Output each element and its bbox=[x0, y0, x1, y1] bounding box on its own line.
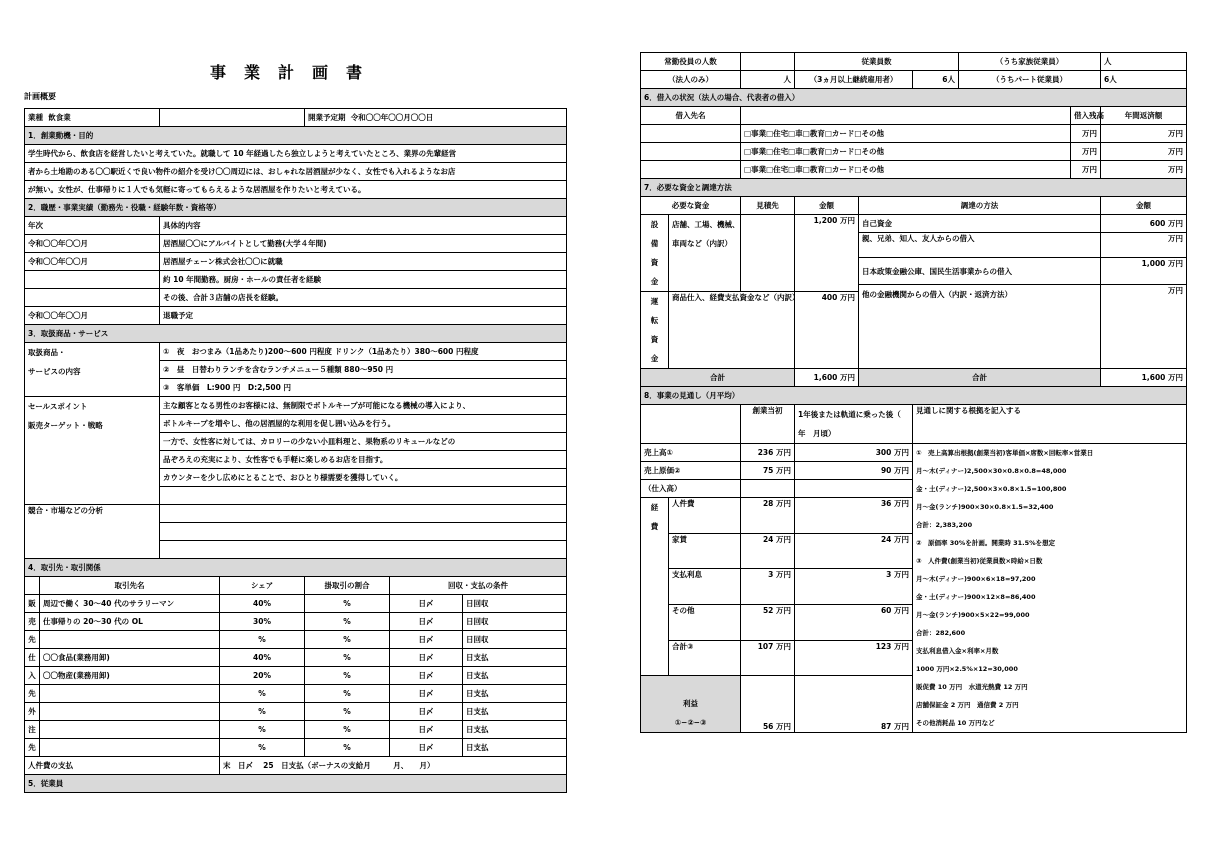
trade-header-name: 取引先名 bbox=[40, 577, 220, 595]
trade-share: % bbox=[220, 703, 305, 721]
career-year bbox=[25, 289, 160, 307]
loan-balance: 万円 bbox=[1071, 125, 1101, 143]
product-line: ① 夜 おつまみ（1品あたり)200～600 円程度 ドリンク（1品あたり）380～600 円程度 bbox=[160, 343, 567, 361]
basis-line: 支払利息借入金×利率×月数 bbox=[916, 647, 999, 655]
motive-line-3: が無い。女性が、仕事帰りに１人でも気軽に寄ってもらえるような居酒屋を作りたいと考えている。 bbox=[25, 181, 567, 199]
officers-value: 人 bbox=[741, 71, 795, 89]
loan-annual: 万円 bbox=[1101, 161, 1187, 179]
expense-initial: 24 万円 bbox=[741, 533, 795, 569]
trade-share: % bbox=[220, 685, 305, 703]
trade-header-credit: 掛取引の割合 bbox=[305, 577, 390, 595]
trade-share: % bbox=[220, 631, 305, 649]
source-amount: 600 万円 bbox=[1101, 215, 1187, 233]
basis-line: 店舗保証金 2 万円 通信費 2 万円 bbox=[916, 701, 1019, 709]
basis-line: 月～木(ディナー)900×6×18=97,200 bbox=[916, 575, 1036, 583]
trade-pay: 日回収 bbox=[463, 631, 567, 649]
trade-name bbox=[40, 685, 220, 703]
profit-initial: 56 万円 bbox=[741, 676, 795, 733]
fund-header-need: 必要な資金 bbox=[641, 197, 741, 215]
sales-line: ボトルキープを増やし、他の居酒屋的な利用を促し囲い込みを行う。 bbox=[160, 415, 567, 433]
trade-pay: 日回収 bbox=[463, 595, 567, 613]
expense-label: その他 bbox=[669, 604, 741, 640]
trade-close: 日〆 bbox=[390, 685, 463, 703]
expense-initial: 28 万円 bbox=[741, 498, 795, 534]
product-line: ③ 客単価 L:900 円 D:2,500 円 bbox=[160, 379, 567, 397]
section-5-title: 5．従業員 bbox=[25, 775, 567, 793]
equip-item-1: 店舗、工場、機械、 bbox=[672, 220, 740, 229]
outlook-header-initial: 創業当初 bbox=[741, 405, 795, 444]
trade-close: 日〆 bbox=[390, 703, 463, 721]
basis-line: ② 原価率 30%を計画。開業時 31.5%を想定 bbox=[916, 539, 1056, 547]
fund-header-source-amount: 金額 bbox=[1101, 197, 1187, 215]
expense-char: 経 bbox=[650, 503, 659, 512]
officers-label: 常勤役員の人数 bbox=[641, 53, 741, 71]
trade-group-char: 販 bbox=[25, 595, 40, 613]
trade-share: 20% bbox=[220, 667, 305, 685]
career-header-detail: 具体的内容 bbox=[160, 217, 567, 235]
trade-name bbox=[40, 631, 220, 649]
overview-heading: 計画概要 bbox=[24, 92, 56, 101]
basis-line: 1000 万円×2.5%×12=30,000 bbox=[916, 665, 1018, 673]
sales-label: 売上高① bbox=[641, 444, 741, 462]
trade-share: % bbox=[220, 739, 305, 757]
loan-purpose: □事業□住宅□車□教育□カード□その他 bbox=[741, 143, 1071, 161]
trade-credit: % bbox=[305, 649, 390, 667]
business-type-label: 業種 bbox=[28, 113, 43, 122]
sales-point-label-1: セールスポイント bbox=[28, 402, 88, 411]
document-title: 事業計画書 bbox=[209, 63, 380, 82]
trade-pay: 日支払 bbox=[463, 739, 567, 757]
cost-label: 売上原価② bbox=[641, 462, 741, 480]
trade-header-terms: 回収・支払の条件 bbox=[390, 577, 567, 595]
fund-header-quote: 見積先 bbox=[741, 197, 795, 215]
basis-line: 月～金(ランチ)900×30×0.8×1.5=32,400 bbox=[916, 503, 1054, 511]
expense-label: 支払利息 bbox=[669, 569, 741, 605]
sales-line: カウンターを少し広めにとることで、おひとり様需要を獲得していく。 bbox=[160, 469, 567, 487]
equip-char: 金 bbox=[650, 277, 659, 286]
fund-total-amount: 1,600 万円 bbox=[795, 369, 859, 387]
trade-pay: 日回収 bbox=[463, 613, 567, 631]
cost-sub-label: （仕入高） bbox=[641, 480, 741, 498]
trade-close: 日〆 bbox=[390, 595, 463, 613]
trade-credit: % bbox=[305, 721, 390, 739]
trade-credit: % bbox=[305, 739, 390, 757]
expense-label: 合計③ bbox=[669, 640, 741, 676]
loan-purpose: □事業□住宅□車□教育□カード□その他 bbox=[741, 125, 1071, 143]
part-value: 6人 bbox=[1101, 71, 1187, 89]
fund-total-label: 合計 bbox=[641, 369, 795, 387]
equip-char: 備 bbox=[650, 239, 659, 248]
sales-line: 一方で、女性客に対しては、カロリーの少ない小皿料理と、果物系のリキュールなどの bbox=[160, 433, 567, 451]
expense-label: 家賃 bbox=[669, 533, 741, 569]
basis-line: 月～金(ランチ)900×5×22=99,000 bbox=[916, 611, 1030, 619]
equip-item-2: 車両など（内訳） bbox=[672, 239, 732, 248]
loan-header-balance: 借入残高 bbox=[1071, 107, 1101, 125]
staff-sub-label: （3ヵ月以上継続雇用者） bbox=[795, 71, 913, 89]
expense-later: 60 万円 bbox=[795, 604, 913, 640]
section-2-title: 2．職歴・事業実績（勤務先・役職・経験年数・資格等） bbox=[25, 199, 567, 217]
trade-share: 40% bbox=[220, 595, 305, 613]
trade-group-char: 注 bbox=[25, 721, 40, 739]
cost-later: 90 万円 bbox=[795, 462, 913, 480]
career-detail: 退職予定 bbox=[160, 307, 567, 325]
section-7-title: 7．必要な資金と調達方法 bbox=[641, 179, 1187, 197]
basis-text bbox=[913, 444, 1187, 733]
trade-pay: 日支払 bbox=[463, 649, 567, 667]
trade-group-char: 先 bbox=[25, 739, 40, 757]
expense-label: 人件費 bbox=[669, 498, 741, 534]
trade-close: 日〆 bbox=[390, 667, 463, 685]
trade-group-char: 売 bbox=[25, 613, 40, 631]
trade-group-char: 外 bbox=[25, 703, 40, 721]
trade-credit: % bbox=[305, 667, 390, 685]
sales-initial: 236 万円 bbox=[741, 444, 795, 462]
trade-name bbox=[40, 739, 220, 757]
basis-line: ① 売上高算出根拠(創業当初)客単価×席数×回転率×営業日 bbox=[916, 449, 1094, 457]
staff-label: 従業員数 bbox=[795, 53, 959, 71]
source-amount: 1,000 万円 bbox=[1101, 258, 1187, 285]
section-6-title: 6．借入の状況（法人の場合、代表者の借入） bbox=[641, 89, 1187, 107]
trade-pay: 日支払 bbox=[463, 721, 567, 739]
source-total-amount: 1,600 万円 bbox=[1101, 369, 1187, 387]
section-4-title: 4．取引先・取引関係 bbox=[25, 559, 567, 577]
trade-group-char: 先 bbox=[25, 685, 40, 703]
right-form-table bbox=[640, 52, 1187, 733]
loan-header-annual: 年間返済額 bbox=[1101, 107, 1187, 125]
trade-name bbox=[40, 721, 220, 739]
trade-group-char: 仕 bbox=[25, 649, 40, 667]
career-detail: 居酒屋〇〇にアルバイトとして勤務(大学４年間) bbox=[160, 235, 567, 253]
trade-credit: % bbox=[305, 595, 390, 613]
start-date-label: 開業予定期 bbox=[308, 113, 346, 122]
expense-initial: 52 万円 bbox=[741, 604, 795, 640]
basis-line: 金・土(ディナー)2,500×3×0.8×1.5=100,800 bbox=[916, 485, 1067, 493]
expense-later: 3 万円 bbox=[795, 569, 913, 605]
motive-line-1: 学生時代から、飲食店を経営したいと考えていた。就職して 10 年経過したら独立しようと考えていたところ、業界の先輩経営 bbox=[25, 145, 567, 163]
trade-credit: % bbox=[305, 685, 390, 703]
trade-pay: 日支払 bbox=[463, 667, 567, 685]
start-date-value: 令和〇〇年〇〇月〇〇日 bbox=[350, 113, 434, 122]
staff-value: 6人 bbox=[913, 71, 959, 89]
officers-sub-label: （法人のみ） bbox=[641, 71, 741, 89]
trade-name bbox=[40, 703, 220, 721]
products-label-1: 取扱商品・ bbox=[28, 348, 66, 357]
oper-amount: 400 万円 bbox=[795, 292, 859, 369]
basis-line: その他消耗品 10 万円など bbox=[916, 719, 995, 727]
family-value: 人 bbox=[1101, 53, 1187, 71]
left-form-table bbox=[24, 108, 567, 793]
loan-purpose: □事業□住宅□車□教育□カード□その他 bbox=[741, 161, 1071, 179]
trade-credit: % bbox=[305, 703, 390, 721]
career-header-year: 年次 bbox=[25, 217, 160, 235]
profit-label: 利益 bbox=[683, 699, 698, 708]
trade-close: 日〆 bbox=[390, 649, 463, 667]
business-type-value: 飲食業 bbox=[48, 113, 71, 122]
competition-label: 競合・市場などの分析 bbox=[25, 505, 160, 559]
oper-char: 資 bbox=[650, 335, 659, 344]
expense-char: 費 bbox=[650, 522, 659, 531]
career-year: 令和〇〇年〇〇月 bbox=[25, 235, 160, 253]
oper-char: 運 bbox=[650, 297, 659, 306]
career-detail: 居酒屋チェーン株式会社〇〇に就職 bbox=[160, 253, 567, 271]
sales-later: 300 万円 bbox=[795, 444, 913, 462]
career-detail: 約 10 年間勤務。厨房・ホールの責任者を経験 bbox=[160, 271, 567, 289]
oper-char: 転 bbox=[650, 316, 659, 325]
sales-point-label-2: 販売ターゲット・戦略 bbox=[28, 421, 103, 430]
source-total-label: 合計 bbox=[859, 369, 1101, 387]
source-name: 自己資金 bbox=[859, 215, 1101, 233]
trade-credit: % bbox=[305, 631, 390, 649]
trade-header-share: シェア bbox=[220, 577, 305, 595]
source-name: 他の金融機関からの借入（内訳・返済方法） bbox=[859, 285, 1101, 369]
loan-annual: 万円 bbox=[1101, 125, 1187, 143]
career-year: 令和〇〇年〇〇月 bbox=[25, 253, 160, 271]
trade-name: 〇〇食品(業務用卸) bbox=[40, 649, 220, 667]
fund-header-method: 調達の方法 bbox=[859, 197, 1101, 215]
product-line: ② 昼 日替わりランチを含むランチメニュー５種類 880～950 円 bbox=[160, 361, 567, 379]
basis-line: 月～木(ディナー)2,500×30×0.8×0.8=48,000 bbox=[916, 467, 1067, 475]
loan-balance: 万円 bbox=[1071, 161, 1101, 179]
loan-annual: 万円 bbox=[1101, 143, 1187, 161]
loan-balance: 万円 bbox=[1071, 143, 1101, 161]
trade-share: 40% bbox=[220, 649, 305, 667]
trade-group-char: 入 bbox=[25, 667, 40, 685]
profit-formula: ①−②−③ bbox=[674, 718, 707, 727]
trade-name: 仕事帰りの 20～30 代の OL bbox=[40, 613, 220, 631]
trade-group-char: 先 bbox=[25, 631, 40, 649]
basis-line: ③ 人件費(創業当初)従業員数×時給×日数 bbox=[916, 557, 1043, 565]
expense-later: 24 万円 bbox=[795, 533, 913, 569]
trade-share: % bbox=[220, 721, 305, 739]
outlook-header-later: 1年後または軌道に乗った後（ 年 月頃） bbox=[795, 405, 913, 444]
trade-name: 〇〇物産(業務用卸) bbox=[40, 667, 220, 685]
expense-later: 123 万円 bbox=[795, 640, 913, 676]
oper-char: 金 bbox=[650, 354, 659, 363]
equip-amount: 1,200 万円 bbox=[795, 215, 859, 292]
source-amount: 万円 bbox=[1101, 285, 1187, 369]
products-label-2: サービスの内容 bbox=[28, 367, 81, 376]
career-year: 令和〇〇年〇〇月 bbox=[25, 307, 160, 325]
trade-share: 30% bbox=[220, 613, 305, 631]
basis-line: 販促費 10 万円 水道光熱費 12 万円 bbox=[916, 683, 1028, 691]
basis-line: 合計：282,600 bbox=[916, 629, 966, 637]
family-label: （うち家族従業員） bbox=[959, 53, 1101, 71]
sales-line: 主な顧客となる男性のお客様には、無制限でボトルキープが可能になる機械の導入により、 bbox=[160, 397, 567, 415]
trade-credit: % bbox=[305, 613, 390, 631]
expense-initial: 3 万円 bbox=[741, 569, 795, 605]
trade-close: 日〆 bbox=[390, 739, 463, 757]
trade-close: 日〆 bbox=[390, 721, 463, 739]
part-label: （うちパート従業員） bbox=[959, 71, 1101, 89]
source-amount: 万円 bbox=[1101, 233, 1187, 258]
source-name: 日本政策金融公庫、国民生活事業からの借入 bbox=[859, 258, 1101, 285]
basis-line: 金・土(ディナー)900×12×8=86,400 bbox=[916, 593, 1036, 601]
cost-initial: 75 万円 bbox=[741, 462, 795, 480]
loan-header-name: 借入先名 bbox=[641, 107, 741, 125]
fund-header-amount: 金額 bbox=[795, 197, 859, 215]
section-1-title: 1．創業動機・目的 bbox=[25, 127, 567, 145]
expense-later: 36 万円 bbox=[795, 498, 913, 534]
outlook-header-basis: 見通しに関する根拠を記入する bbox=[913, 405, 1187, 444]
motive-line-2: 者から土地勘のある〇〇駅近くで良い物件の紹介を受け〇〇周辺には、おしゃれな居酒屋が少なく、女性でも入れるようなお店 bbox=[25, 163, 567, 181]
basis-line: 合計：2,383,200 bbox=[916, 521, 973, 529]
career-year bbox=[25, 271, 160, 289]
sales-line: 品ぞろえの充実により、女性客でも手軽に楽しめるお店を目指す。 bbox=[160, 451, 567, 469]
profit-later: 87 万円 bbox=[795, 676, 913, 733]
source-name: 親、兄弟、知人、友人からの借入 bbox=[859, 233, 1101, 258]
trade-close: 日〆 bbox=[390, 631, 463, 649]
section-3-title: 3．取扱商品・サービス bbox=[25, 325, 567, 343]
wage-label: 人件費の支払 bbox=[25, 757, 220, 775]
trade-pay: 日支払 bbox=[463, 703, 567, 721]
equip-char: 資 bbox=[650, 258, 659, 267]
trade-pay: 日支払 bbox=[463, 685, 567, 703]
oper-item: 商品仕入、経費支払資金など（内訳） bbox=[669, 292, 795, 369]
trade-name: 周辺で働く 30～40 代のサラリーマン bbox=[40, 595, 220, 613]
equip-char: 設 bbox=[650, 220, 659, 229]
expense-initial: 107 万円 bbox=[741, 640, 795, 676]
wage-value: 末 日〆 25 日支払（ボーナスの支給月 月、 月） bbox=[220, 757, 567, 775]
career-detail: その後、合計３店舗の店長を経験。 bbox=[160, 289, 567, 307]
trade-close: 日〆 bbox=[390, 613, 463, 631]
section-8-title: 8．事業の見通し（月平均） bbox=[641, 387, 1187, 405]
